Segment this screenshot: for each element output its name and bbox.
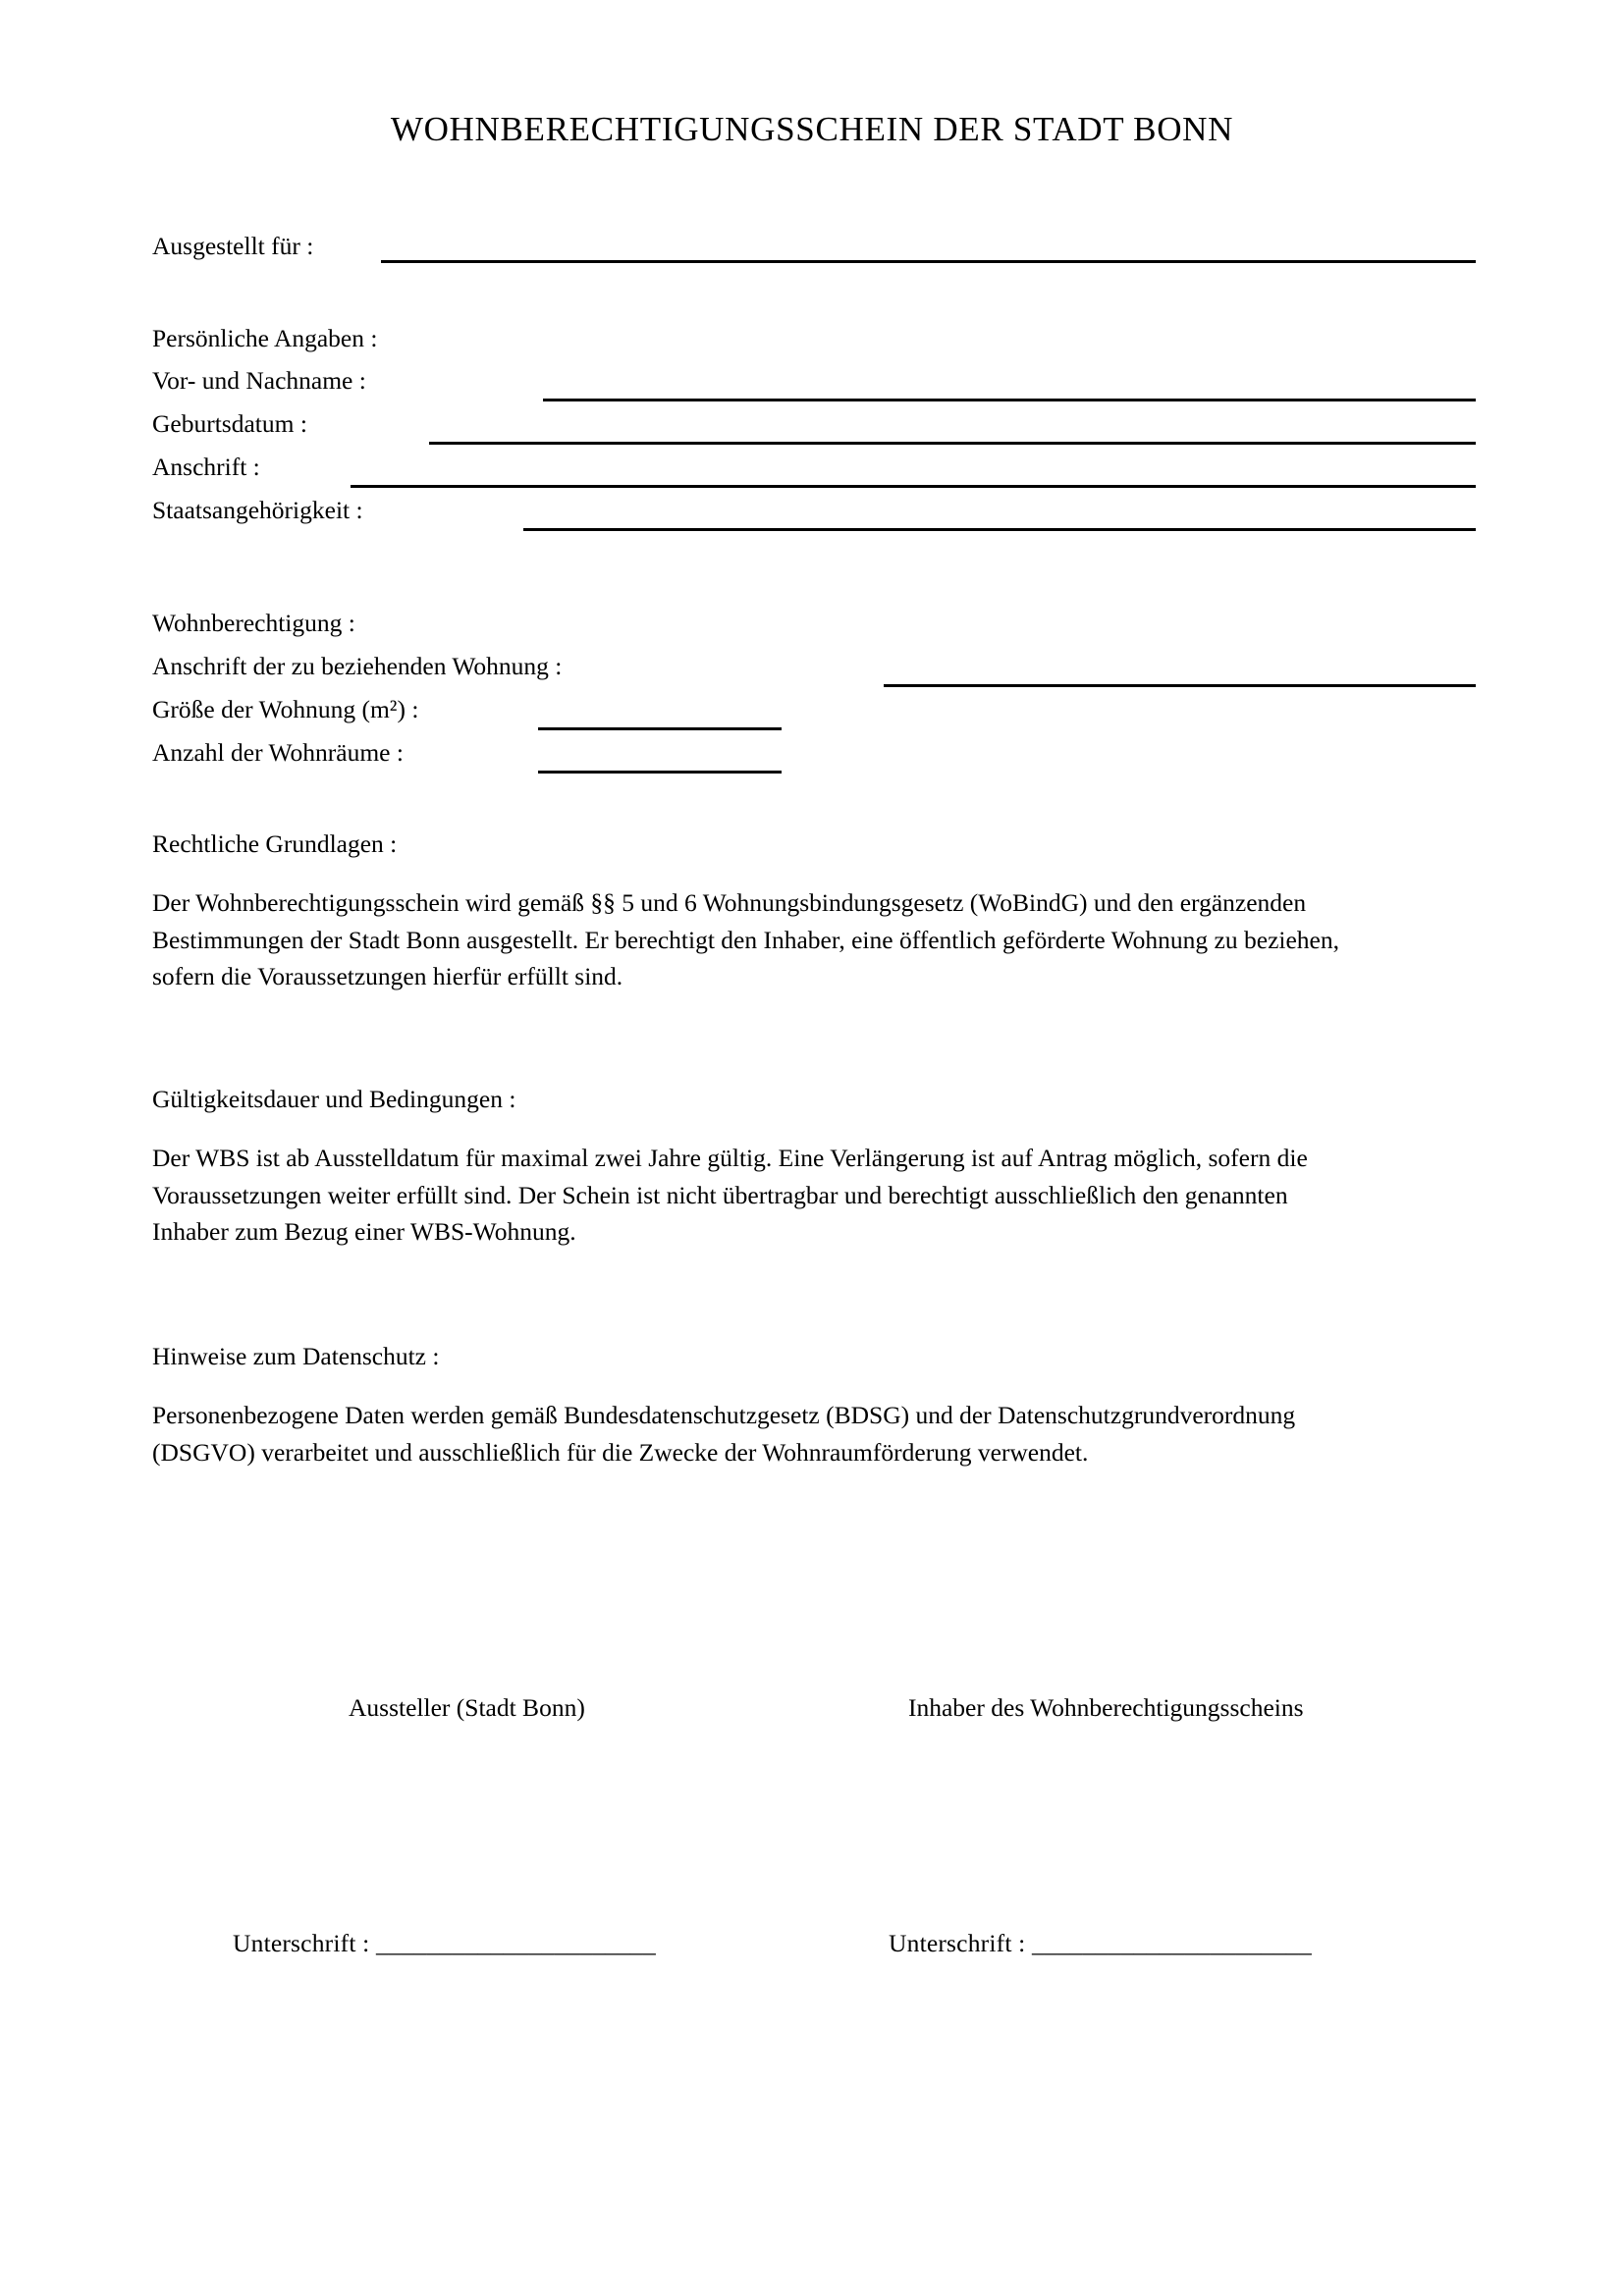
input-nationality[interactable] (523, 528, 1476, 531)
legal-line-1: Der Wohnberechtigungsschein wird gemäß §§ 5 und 6 Wohnungsbindungsgesetz (WoBindG) und den ergänzenden (152, 888, 1307, 917)
legal-line-2: Bestimmungen der Stadt Bonn ausgestellt. Er berechtigt den Inhaber, eine öffentlich geförderte Wohnung zu beziehen, (152, 925, 1339, 954)
section-heading-legal: Rechtliche Grundlagen : (152, 829, 398, 858)
validity-line-3: Inhaber zum Bezug einer WBS-Wohnung. (152, 1217, 576, 1246)
label-room-count: Anzahl der Wohnräume : (152, 738, 404, 767)
signature-field-holder[interactable]: Unterschrift : ______________________ (889, 1929, 1312, 1957)
input-apartment-size[interactable] (538, 727, 782, 730)
section-heading-validity: Gültigkeitsdauer und Bedingungen : (152, 1085, 516, 1113)
page-title: WOHNBERECHTIGUNGSSCHEIN DER STADT BONN (390, 110, 1234, 148)
signature-field-issuer[interactable]: Unterschrift : ______________________ (233, 1929, 656, 1957)
legal-line-3: sofern die Voraussetzungen hierfür erfüllt sind. (152, 962, 623, 990)
label-address: Anschrift : (152, 453, 260, 481)
input-full-name[interactable] (543, 399, 1476, 401)
validity-body (152, 1140, 1473, 1251)
label-full-name: Vor- und Nachname : (152, 366, 366, 395)
privacy-line-2: (DSGVO) verarbeitet und ausschließlich für die Zwecke der Wohnraumförderung verwendet. (152, 1437, 1089, 1467)
privacy-body (152, 1397, 1473, 1470)
section-heading-housing: Wohnberechtigung : (152, 609, 355, 637)
input-target-apartment-address[interactable] (884, 684, 1476, 687)
signature-caption-issuer: Aussteller (Stadt Bonn) (349, 1693, 585, 1722)
label-issued-for: Ausgestellt für : (152, 232, 314, 260)
input-room-count[interactable] (538, 771, 782, 774)
input-address[interactable] (351, 485, 1476, 488)
section-heading-personal: Persönliche Angaben : (152, 324, 378, 352)
validity-line-2: Voraussetzungen weiter erfüllt sind. Der Schein ist nicht übertragbar und berechtigt ausschließlich den genannten (152, 1180, 1288, 1209)
signature-caption-holder: Inhaber des Wohnberechtigungsscheins (908, 1693, 1304, 1722)
label-nationality: Staatsangehörigkeit : (152, 496, 363, 524)
label-target-apartment-address: Anschrift der zu beziehenden Wohnung : (152, 652, 563, 680)
legal-body (152, 884, 1473, 995)
input-date-of-birth[interactable] (429, 442, 1476, 445)
section-heading-privacy: Hinweise zum Datenschutz : (152, 1342, 440, 1370)
label-apartment-size: Größe der Wohnung (m²) : (152, 695, 419, 723)
label-date-of-birth: Geburtsdatum : (152, 409, 307, 438)
input-issued-for[interactable] (381, 260, 1476, 263)
privacy-line-1: Personenbezogene Daten werden gemäß Bundesdatenschutzgesetz (BDSG) und der Datenschutzgrundverordnung (152, 1401, 1296, 1429)
validity-line-1: Der WBS ist ab Ausstelldatum für maximal zwei Jahre gültig. Eine Verlängerung ist auf Antrag möglich, sofern die (152, 1144, 1308, 1172)
